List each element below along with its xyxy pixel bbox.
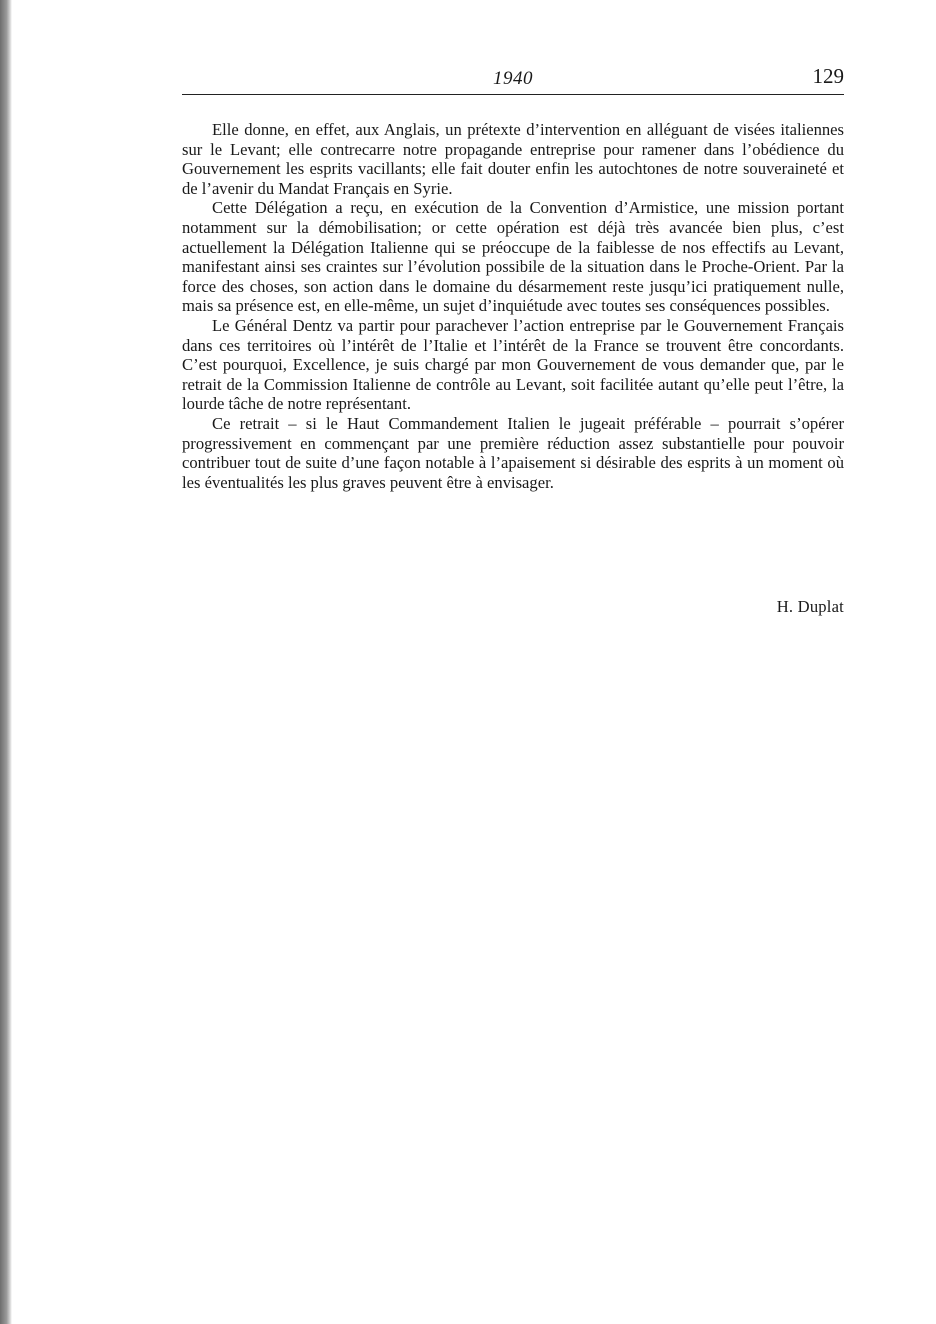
paragraph: Elle donne, en effet, aux Anglais, un prétexte d’intervention en alléguant de visées italiennes sur le Levant; elle contrecarre notre propagande entreprise pour ramener dans l’obédience du Gouvernement les esprits vacillants; elle fait douter enfin les autochtones de notre souveraineté et de l’avenir du Mandat Français en Syrie. — [182, 120, 844, 198]
running-head — [182, 64, 844, 95]
page-binding-edge — [0, 0, 12, 1324]
page-number: 129 — [812, 64, 844, 88]
paragraph: Ce retrait – si le Haut Commandement Italien le jugeait préférable – pourrait s’opérer progressivement en commençant par une première réduction assez substantielle pour pouvoir contribuer tout de suite d’une façon notable à l’apaisement si désirable des esprits à un moment où les éventualités les plus graves peuvent être à envisager. — [182, 413, 844, 492]
paragraph: Cette Délégation a reçu, en exécution de la Convention d’Armistice, une mission portant notamment sur la démobilisation; or cette opération est déjà très avancée bien plus, c’est actuellement la Délégation Italienne qui se préoccupe de la faiblesse de nos effectifs au Levant, manifestant ainsi ses craintes sur l’évolution possibile de la situation dans le Proche-Orient. Par la force des choses, son action dans le domaine du désarmement reste jusqu’ici pratiquement nulle, mais sa présence est, en elle-même, un sujet d’inquiétude avec toutes ses conséquences possibles. — [182, 198, 844, 316]
header-year: 1940 — [493, 68, 533, 89]
signature: H. Duplat — [776, 597, 844, 616]
letter-body — [182, 120, 844, 492]
paragraph: Le Général Dentz va partir pour parachever l’action entreprise par le Gouvernement Français dans ces territoires où l’intérêt de l’Italie et l’intérêt de la France se trouvent être concordants. C’est pourquoi, Excellence, je suis chargé par mon Gouvernement de vous demander que, par le retrait de la Commission Italienne de contrôle au Levant, soit facilitée autant qu’elle peut l’être, la lourde tâche de notre représentant. — [182, 315, 844, 414]
